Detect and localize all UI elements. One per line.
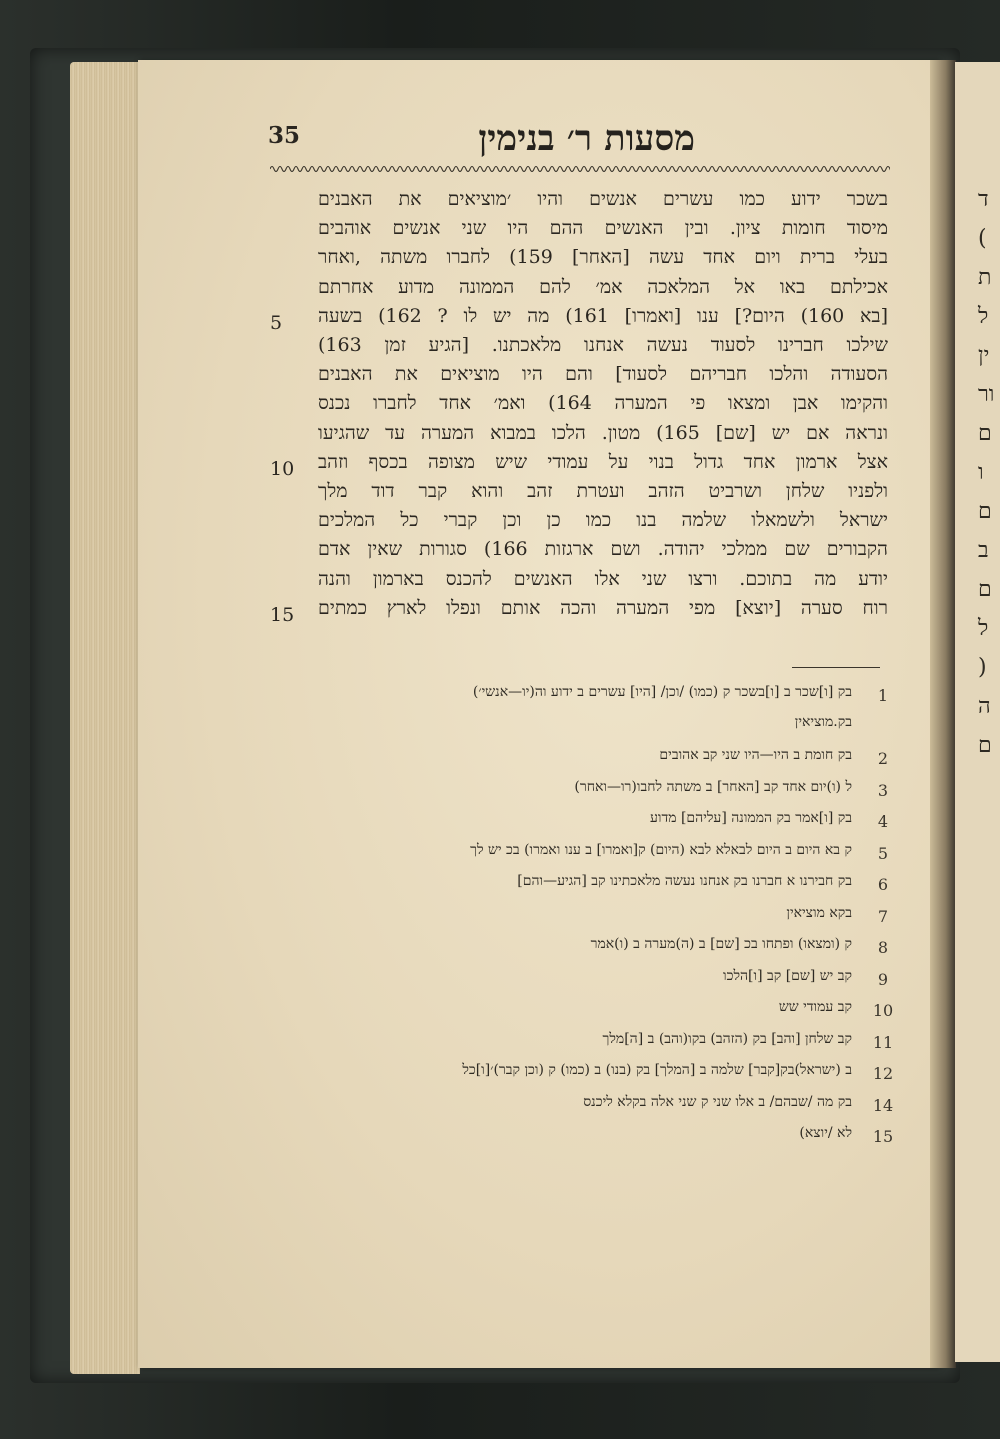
apparatus-row [258, 869, 898, 901]
apparatus-row [258, 932, 898, 964]
apparatus-variant-text: קב יש [שם] קב [ו]הלכו [723, 967, 852, 984]
facing-page-glyph: ד [978, 187, 989, 212]
apparatus-row [258, 712, 898, 744]
text-line: רוח סערה [יוצא] מפי המערה והכה אותם ונפלו לארץ כמתים [318, 596, 888, 619]
critical-apparatus [258, 680, 898, 1153]
apparatus-line-number: 11 [872, 1032, 894, 1052]
apparatus-line-number: 2 [877, 749, 889, 768]
apparatus-line-number: 8 [877, 938, 889, 957]
apparatus-variant-text: קב עמודי שש [778, 999, 852, 1015]
main-text [318, 185, 888, 623]
line-marker-15: 15 [270, 604, 295, 626]
text-line: [בא 160) היום?] ענו [ואמרו] 161) מה יש לו ? 162) בשעה [318, 304, 888, 327]
apparatus-row [258, 775, 898, 807]
facing-page-glyph: ה [978, 694, 991, 719]
page-number: 35 [268, 122, 301, 149]
apparatus-line-number: 4 [877, 812, 889, 831]
facing-page-glyph: ת [978, 265, 992, 290]
apparatus-row [258, 806, 898, 838]
facing-page-glyph: ור [978, 382, 995, 407]
apparatus-variant-text: ק (ומצאו) ופתחו בכ [שם] ב (ה)מערה ב (ו)אמר [590, 936, 852, 952]
apparatus-line-number: 3 [877, 780, 889, 800]
apparatus-variant-text: בק [ו]אמר בק הממונה [עליהם] מדוע [649, 810, 852, 826]
text-line: הסעודה והלכו חבריהם לסעוד] והם היו מוציאים את האבנים [318, 363, 888, 386]
apparatus-line-number: 6 [877, 875, 889, 894]
text-line: אכילתם באו אל המלאכה אמ׳ להם הממונה מדוע אחרתם [318, 275, 888, 298]
apparatus-line-number: 1 [877, 686, 889, 705]
text-line: אצל ארמון אחד גדול בנוי על עמודי שיש מצופה בכסף וזהב [318, 450, 888, 473]
facing-page-glyph: ו [978, 460, 984, 485]
facing-page-glyph: ל [978, 616, 989, 641]
apparatus-row [258, 838, 898, 870]
text-line: ישראל ולשמאלו שלמה בנו כמו כן וכן קברי כל המלכים [318, 509, 888, 532]
text-line: שילכו חברינו לסעוד נעשה אנחנו מלאכתנו. [הגיע זמן 163) [318, 334, 888, 357]
apparatus-variant-text: בק [ו]שכר ב [ו]בשכר ק (כמו) /וכן/ [היו] עשרים ב ידוע וה(יו—אנשי׳) [472, 684, 852, 700]
facing-page-glyph: ל [978, 304, 989, 329]
apparatus-line-number: 7 [877, 906, 889, 926]
apparatus-variant-text: ב (ישראל)בק[קבר] שלמה ב [המלך] בק (בנו) ב (כמו) ק (וכן קבר)׳[ו]כל [462, 1062, 852, 1078]
text-line: מיסוד חומות ציון. ובין האנשים ההם היו שני אנשים אוהבים [318, 217, 888, 240]
facing-page-glyph: ) [978, 655, 987, 680]
apparatus-row [258, 680, 898, 712]
facing-page-glyph: ם [978, 733, 992, 758]
facing-page-glyph: ב [978, 538, 989, 563]
wavy-rule [270, 162, 890, 176]
apparatus-line-number: 15 [872, 1127, 894, 1146]
apparatus-line-number: 10 [872, 1001, 894, 1020]
line-marker-5: 5 [270, 312, 283, 334]
apparatus-variant-text: בק חבירנו א חברנו בק אנחנו נעשה מלאכתינו קב [הגיע—והם] [517, 873, 852, 889]
text-line: יודע מה בתוכם. ורצו שני אלו האנשים להכנס בארמון והנה [318, 567, 888, 590]
apparatus-line-number: 9 [877, 969, 889, 989]
facing-page-glyph: ם [978, 421, 992, 446]
text-line: ולפניו שלחן ושרביט הזהב ועטרת זהב והוא קבר דוד מלך [318, 480, 888, 503]
facing-page-glyph: ם [978, 577, 992, 602]
apparatus-variant-text: ל (ו)יום אחד קב [האחר] ב משתה לחבו(רו—ואחר) [574, 778, 852, 795]
apparatus-row [258, 1027, 898, 1059]
apparatus-variant-text: בק חומת ב היו—היו שני קב אהובים [659, 747, 852, 763]
facing-page-glyph: ם [978, 499, 992, 524]
apparatus-line-number: 5 [877, 843, 889, 863]
apparatus-variant-text: בק מה /שבהם/ ב אלו שני ק שני אלה בקלא ליכנס [583, 1093, 852, 1110]
text-line: הקבורים שם ממלכי יהודה. ושם ארגזות 166) סגורות שאין אדם [318, 538, 888, 561]
apparatus-variant-text: בקא מוציאין [786, 904, 852, 921]
apparatus-variant-text: בק.מוציאין [794, 713, 852, 730]
apparatus-row [258, 1058, 898, 1090]
footnote-divider [792, 667, 880, 668]
page-edges [70, 62, 140, 1374]
apparatus-row [258, 901, 898, 933]
apparatus-row [258, 1121, 898, 1153]
line-marker-10: 10 [270, 458, 295, 480]
apparatus-row [258, 995, 898, 1027]
apparatus-variant-text: קב שלחן [והב] בק (הזהב) בקו(והב) ב [ה]מלך [602, 1030, 852, 1047]
apparatus-row [258, 743, 898, 775]
apparatus-variant-text: לא /יוצא) [799, 1125, 852, 1141]
facing-page-text [978, 180, 1000, 765]
text-line: בעלי ברית ויום אחד עשה [האחר] 159) לחברו משתה ,ואחר [318, 246, 889, 269]
facing-page-glyph: ( [978, 226, 987, 251]
apparatus-row [258, 1090, 898, 1122]
book-gutter [930, 60, 956, 1368]
facing-page-glyph: ין [978, 343, 990, 368]
apparatus-line-number: 12 [872, 1064, 894, 1083]
apparatus-line-number: 14 [872, 1095, 894, 1115]
apparatus-variant-text: ק בא היום ב היום לבאלא לבא (היום) ק[ואמרו] ב ענו ואמרו) בכ יש לך [470, 841, 852, 858]
text-line: והקימו אבן ומצאו פי המערה 164) ואמ׳ אחד לחברו נכנס [318, 392, 888, 415]
apparatus-row [258, 964, 898, 996]
page-title: מסעות ר׳ בנימין [478, 118, 695, 159]
text-line: ונראה אם יש [שם] 165) מטון. הלכו במבוא המערה עד שהגיעו [318, 421, 888, 444]
text-line: בשכר ידוע כמו עשרים אנשים והיו ׳מוציאים את האבנים [318, 188, 888, 210]
